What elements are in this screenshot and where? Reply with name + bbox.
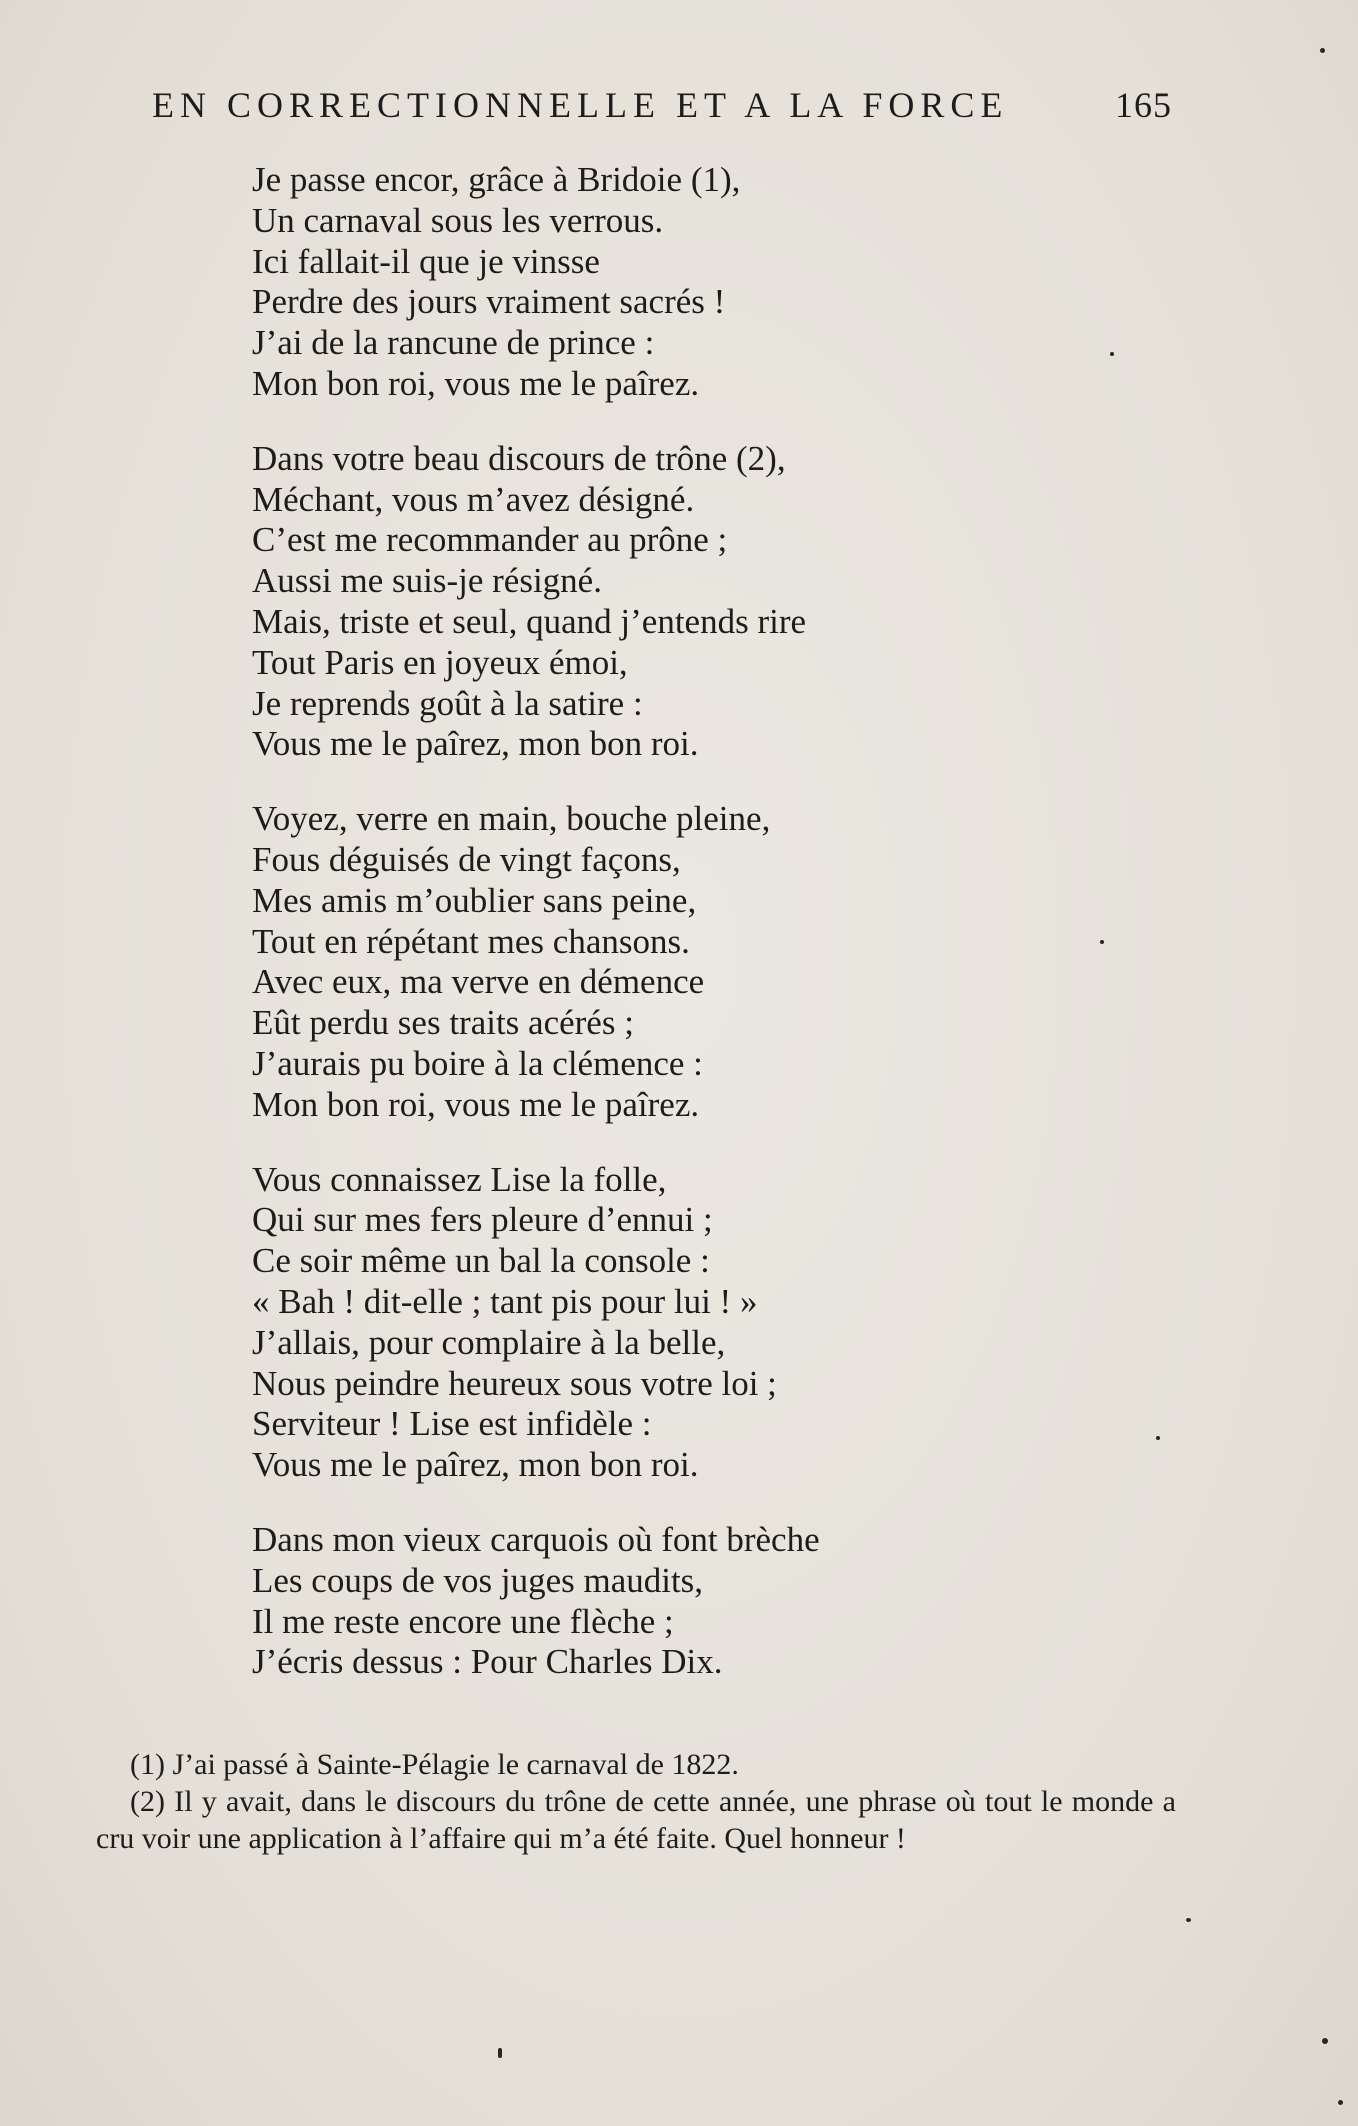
verse-line: Avec eux, ma verve en démence	[252, 962, 705, 1002]
verse-line: Il me reste encore une flèche ;	[252, 1601, 674, 1641]
verse-line: Je reprends goût à la satire :	[252, 683, 643, 723]
verse-line: J’écris dessus : Pour Charles Dix.	[252, 1642, 723, 1682]
page-number: 165	[1115, 85, 1172, 125]
verse-line: Vous connaissez Lise la folle,	[252, 1159, 667, 1199]
verse-line: Mes amis m’oublier sans peine,	[252, 880, 697, 920]
paper-speck	[1110, 352, 1114, 356]
verse-line: Tout Paris en joyeux émoi,	[252, 642, 628, 682]
verse-line: Voyez, verre en main, bouche pleine,	[252, 799, 771, 839]
running-title: EN CORRECTIONNELLE ET A LA FORCE	[152, 85, 1009, 125]
verse-line: Dans mon vieux carquois où font brèche	[252, 1519, 820, 1559]
verse-line: J’ai de la rancune de prince :	[252, 323, 655, 363]
verse-line: « Bah ! dit-elle ; tant pis pour lui ! »	[252, 1281, 758, 1321]
verse-line: Ce soir même un bal la console :	[252, 1241, 710, 1281]
verse-line: Nous peindre heureux sous votre loi ;	[252, 1363, 777, 1403]
footnote-2: (2) Il y avait, dans le discours du trône de cette année, une phrase où tout le monde a cru voir une application à l’affaire qui m’a été faite. Quel honneur !	[96, 1785, 1176, 1855]
verse-line: Perdre des jours vraiment sacrés !	[252, 282, 726, 322]
paper-speck	[1320, 48, 1325, 53]
verse-line: Aussi me suis-je résigné.	[252, 561, 602, 601]
paper-speck	[1156, 1436, 1160, 1440]
verse-line: Je passe encor, grâce à Bridoie (1),	[252, 160, 741, 199]
verse-line: C’est me recommander au prône ;	[252, 520, 728, 560]
paper-speck	[1100, 940, 1104, 944]
stanza-5	[252, 1520, 1092, 1683]
verse-line: Eût perdu ses traits acérés ;	[252, 1003, 634, 1043]
verse-line: Vous me le paîrez, mon bon roi.	[252, 724, 699, 764]
footnote-1: (1) J’ai passé à Sainte-Pélagie le carnaval de 1822.	[130, 1748, 739, 1781]
verse-line: Serviteur ! Lise est infidèle :	[252, 1404, 652, 1444]
footnotes	[96, 1746, 1176, 1857]
stanza-2	[252, 439, 1092, 765]
verse-line: Les coups de vos juges maudits,	[252, 1560, 704, 1600]
paper-speck	[1338, 2100, 1343, 2105]
verse-line: Ici fallait-il que je vinsse	[252, 241, 600, 281]
paper-speck	[1322, 2038, 1328, 2044]
stanza-4	[252, 1160, 1092, 1486]
verse-line: J’aurais pu boire à la clémence :	[252, 1043, 703, 1083]
stanza-1	[252, 160, 1092, 405]
verse-line: Dans votre beau discours de trône (2),	[252, 438, 786, 478]
verse-line: Qui sur mes fers pleure d’ennui ;	[252, 1200, 713, 1240]
paper-speck	[1186, 1918, 1191, 1922]
verse-line: Un carnaval sous les verrous.	[252, 200, 664, 240]
verse-line: Mais, triste et seul, quand j’entends rire	[252, 601, 807, 641]
verse-line: Méchant, vous m’avez désigné.	[252, 479, 695, 519]
verse-line: J’allais, pour complaire à la belle,	[252, 1322, 726, 1362]
paper-speck	[498, 2048, 502, 2058]
verse-line: Fous déguisés de vingt façons,	[252, 839, 681, 879]
verse-line: Mon bon roi, vous me le paîrez.	[252, 363, 700, 403]
verse-line: Vous me le paîrez, mon bon roi.	[252, 1445, 699, 1485]
poem	[252, 160, 1092, 1717]
page-header	[152, 84, 1172, 134]
verse-line: Mon bon roi, vous me le paîrez.	[252, 1084, 700, 1124]
verse-line: Tout en répétant mes chansons.	[252, 921, 690, 961]
stanza-3	[252, 799, 1092, 1125]
